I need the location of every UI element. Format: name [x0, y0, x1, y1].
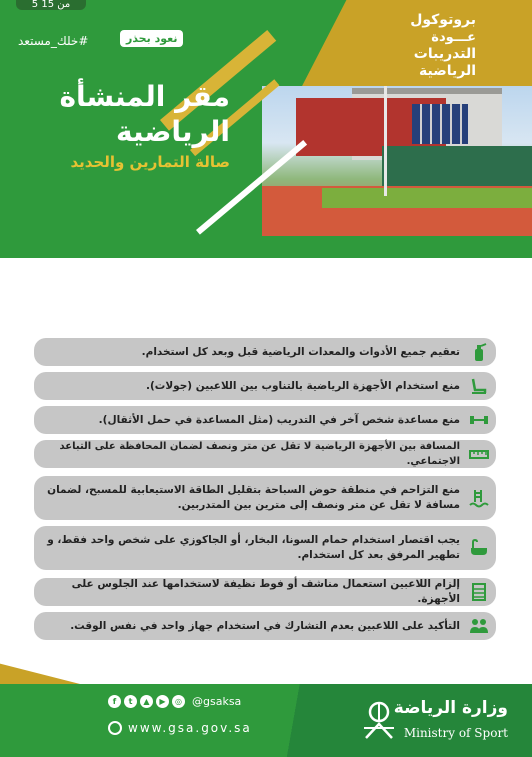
campaign-logo: نعود بحذر	[120, 30, 183, 47]
protocol-line: الرياضية	[418, 63, 476, 79]
ministry-name-english: Ministry of Sport	[403, 726, 508, 740]
facebook-icon[interactable]: f	[108, 695, 121, 708]
rule-text: منع استخدام الأجهزة الرياضية بالتناوب بين اللاعبين (جولات).	[145, 379, 460, 392]
hashtag: #خلك_مستعد	[18, 34, 89, 48]
rule-text: تعقيم جميع الأدوات والمعدات الرياضية قبل وبعد كل استخدام.	[141, 345, 460, 358]
title-line: الرياضية	[115, 115, 230, 148]
website-link[interactable]	[108, 721, 252, 735]
rule-text: منع مساعدة شخص آخر في التدريب (مثل المساعدة في حمل الأثقال).	[98, 413, 460, 426]
subtitle: صالة التمارين والحديد	[70, 153, 230, 171]
website-url[interactable]: www.gsa.gov.sa	[128, 721, 252, 735]
ministry-name-arabic: وزارة الرياضة	[393, 698, 508, 718]
header-banner	[0, 0, 532, 258]
towel-icon	[468, 581, 490, 603]
protocol-line: التدريبات	[413, 46, 476, 62]
instagram-icon[interactable]: ◎	[172, 695, 185, 708]
social-handle[interactable]: @gsaksa	[192, 695, 242, 708]
rule-item	[34, 372, 496, 400]
people-icon	[468, 615, 490, 637]
rule-item	[34, 578, 496, 606]
rule-text: منع التزاحم في منطقة حوض السباحة بتقليل الطاقة الاستيعابية للمسبح، لضمان مسافة لا تقل عن متر ونصف إلى مترين بين المتدربين.	[47, 484, 460, 511]
page-counter-badge: 5 من 15	[16, 0, 86, 10]
spray-icon	[468, 341, 490, 363]
protocol-line: بروتوكول	[410, 12, 476, 28]
rule-item	[34, 526, 496, 570]
dumbbell-icon	[468, 409, 490, 431]
snapchat-icon[interactable]: ▲	[140, 695, 153, 708]
pool-icon	[468, 487, 490, 509]
ruler-icon	[468, 443, 490, 465]
page-title	[40, 80, 230, 174]
rule-item	[34, 440, 496, 468]
gold-corner-shape	[0, 650, 80, 684]
rule-text: المسافة بين الأجهزة الرياضية لا تقل عن متر ونصف لضمان المحافظة على التباعد الاجتماعي.	[59, 441, 460, 467]
rule-text: يجب اقتصار استخدام حمام السونا، البخار، أو الجاكوزي على شخص واحد فقط، و تطهير المرفق بعد كل استخدام.	[47, 534, 460, 561]
rule-text: إلزام اللاعبين استعمال مناشف أو فوط نظيفة لاستخدامها عند الجلوس على الأجهزة.	[71, 578, 460, 605]
chair-icon	[468, 375, 490, 397]
rule-text: التأكيد على اللاعبين بعدم التشارك في استخدام جهاز واحد في نفس الوقت.	[70, 619, 460, 632]
protocol-title	[356, 12, 476, 80]
rule-item	[34, 612, 496, 640]
rule-item	[34, 476, 496, 520]
globe-icon	[108, 721, 122, 735]
footer	[0, 684, 532, 757]
youtube-icon[interactable]: ▶	[156, 695, 169, 708]
ministry-logo	[358, 694, 508, 750]
rule-item	[34, 406, 496, 434]
twitter-icon[interactable]: t	[124, 695, 137, 708]
facility-photo	[262, 86, 532, 236]
bathtub-icon	[468, 537, 490, 559]
protocol-line: عـــودة	[431, 30, 476, 45]
social-links	[108, 695, 241, 708]
rule-item	[34, 338, 496, 366]
title-line: مقر المنشأة	[59, 80, 230, 113]
